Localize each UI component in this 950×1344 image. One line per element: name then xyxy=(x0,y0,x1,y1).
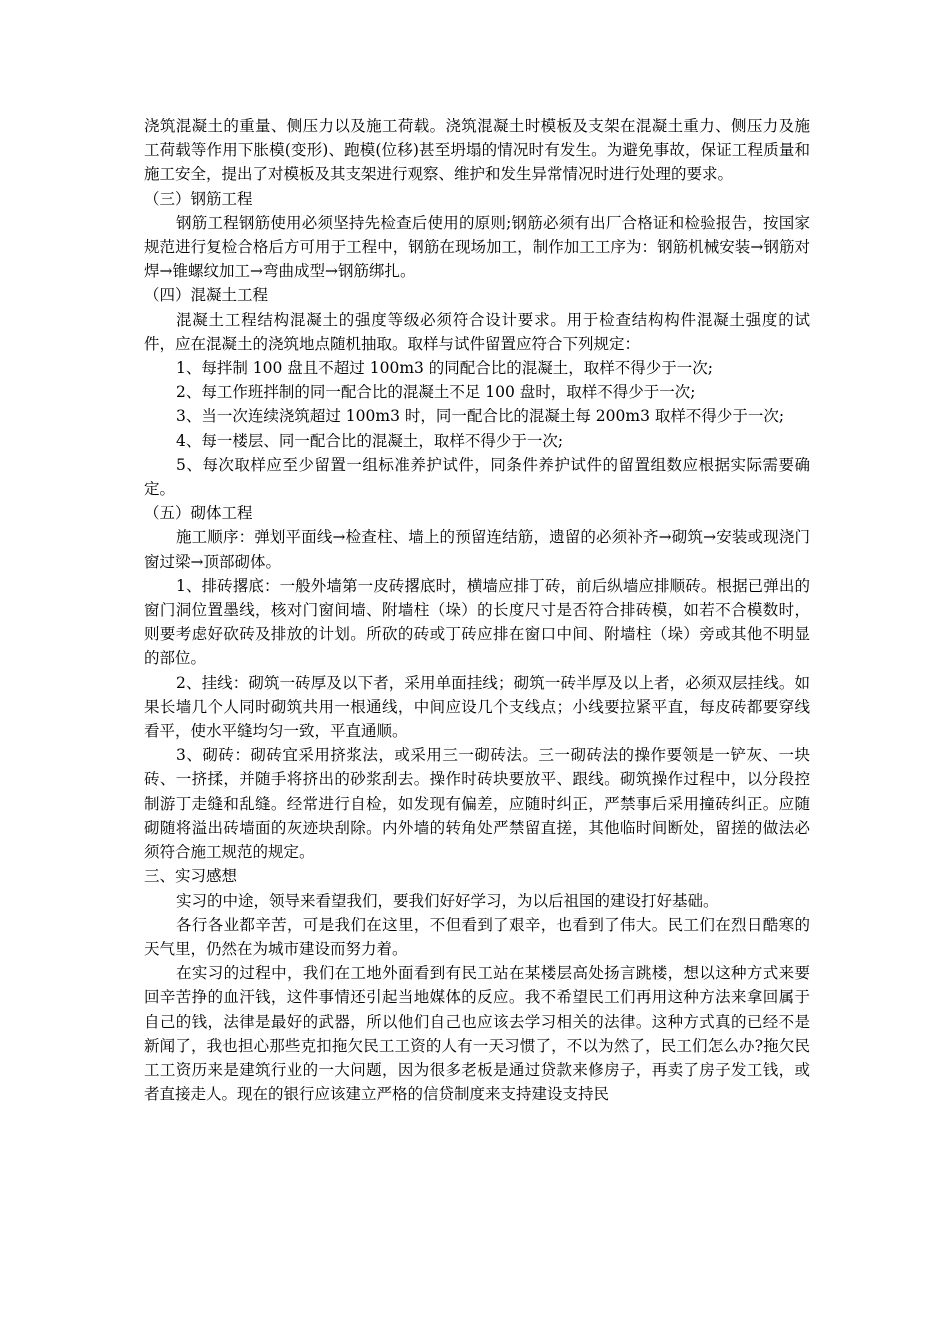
paragraph-reflection-3: 在实习的过程中，我们在工地外面看到有民工站在某楼层高处扬言跳楼，想以这种方式来要回辛苦挣的血汗钱，这件事情还引起当地媒体的反应。我不希望民工们再用这种方法来拿回属于自己的钱，法律是最好的武器，所以他们自己也应该去学习相关的法律。这种方式真的已经不是新闻了，我也担心那些克扣拖欠民工工资的人有一天习惯了，不以为然了，民工们怎么办?拖欠民工工资历来是建筑行业的一大问题，因为很多老板是通过贷款来修房子，再卖了房子发工钱，或者直接走人。现在的银行应该建立严格的信贷制度来支持建设支持民 xyxy=(144,964,810,1104)
document-body xyxy=(144,114,810,1106)
list-item-concrete-4: 4、每一楼层、同一配合比的混凝土，取样不得少于一次; xyxy=(176,431,564,450)
paragraph-reflection-2: 各行各业都辛苦，可是我们在这里，不但看到了艰辛，也看到了伟大。民工们在烈日酷寒的天气里，仍然在为城市建设而努力着。 xyxy=(144,915,810,958)
list-item-masonry-1: 1、排砖撂底：一般外墙第一皮砖撂底时，横墙应排丁砖，前后纵墙应排顺砖。根据已弹出的窗门洞位置墨线，核对门窗间墙、附墙柱（垛）的长度尺寸是否符合排砖模，如若不合模数时，则要考虑好砍砖及排放的计划。所砍的砖或丁砖应排在窗口中间、附墙柱（垛）旁或其他不明显的部位。 xyxy=(144,576,810,668)
list-item-masonry-2: 2、挂线：砌筑一砖厚及以下者，采用单面挂线；砌筑一砖半厚及以上者，必须双层挂线。如果长墙几个人同时砌筑共用一根通线，中间应设几个支线点；小线要拉紧平直，每皮砖都要穿线看平，使水平缝均匀一致，平直通顺。 xyxy=(144,673,810,741)
list-item-concrete-5: 5、每次取样应至少留置一组标准养护试件，同条件养护试件的留置组数应根据实际需要确定。 xyxy=(144,455,810,499)
heading-concrete-work: （四）混凝土工程 xyxy=(144,286,269,305)
list-item-masonry-3: 3、砌砖：砌砖宜采用挤浆法，或采用三一砌砖法。三一砌砖法的操作要领是一铲灰、一块砖、一挤揉，并随手将挤出的砂浆刮去。操作时砖块要放平、跟线。砌筑操作过程中，以分段控制游丁走缝和乱缝。经常进行自检，如发现有偏差，应随时纠正，严禁事后采用撞砖纠正。应随砌随将溢出砖墙面的灰迹块刮除。内外墙的转角处严禁留直搓，其他临时间断处，留搓的做法必须符合施工规范的规定。 xyxy=(144,746,810,862)
heading-reflections: 三、实习感想 xyxy=(144,867,238,886)
paragraph-reflection-1: 实习的中途，领导来看望我们，要我们好好学习，为以后祖国的建设打好基础。 xyxy=(176,891,719,910)
paragraph-concrete: 混凝土工程结构混凝土的强度等级必须符合设计要求。用于检查结构构件混凝土强度的试件，应在混凝土的浇筑地点随机抽取。取样与试件留置应符合下列规定： xyxy=(144,310,810,353)
list-item-concrete-3: 3、当一次连续浇筑超过 100m3 时，同一配合比的混凝土每 200m3 取样不得少于一次; xyxy=(176,407,785,426)
paragraph-rebar: 钢筋工程钢筋使用必须坚持先检查后使用的原则;钢筋必须有出厂合格证和检验报告，按国家规范进行复检合格后方可用于工程中，钢筋在现场加工，制作加工工序为：钢筋机械安装→钢筋对焊→锥螺纹加工→弯曲成型→钢筋绑扎。 xyxy=(144,213,810,281)
paragraph-formwork-end: 浇筑混凝土的重量、侧压力以及施工荷载。浇筑混凝土时模板及支架在混凝土重力、侧压力及施工荷载等作用下胀模(变形)、跑模(位移)甚至坍塌的情况时有发生。为避免事故，保证工程质量和施工安全，提出了对模板及其支架进行观察、维护和发生异常情况时进行处理的要求。 xyxy=(144,117,810,184)
list-item-concrete-1: 1、每拌制 100 盘且不超过 100m3 的同配合比的混凝土，取样不得少于一次; xyxy=(176,359,714,378)
heading-rebar-work: （三）钢筋工程 xyxy=(144,189,253,208)
heading-masonry-work: （五）砌体工程 xyxy=(144,504,253,523)
list-item-concrete-2: 2、每工作班拌制的同一配合比的混凝土不足 100 盘时，取样不得少于一次; xyxy=(176,383,696,402)
paragraph-masonry-sequence: 施工顺序：弹划平面线→检查柱、墙上的预留连结筋，遗留的必须补齐→砌筑→安装或现浇门窗过梁→顶部砌体。 xyxy=(144,528,810,571)
